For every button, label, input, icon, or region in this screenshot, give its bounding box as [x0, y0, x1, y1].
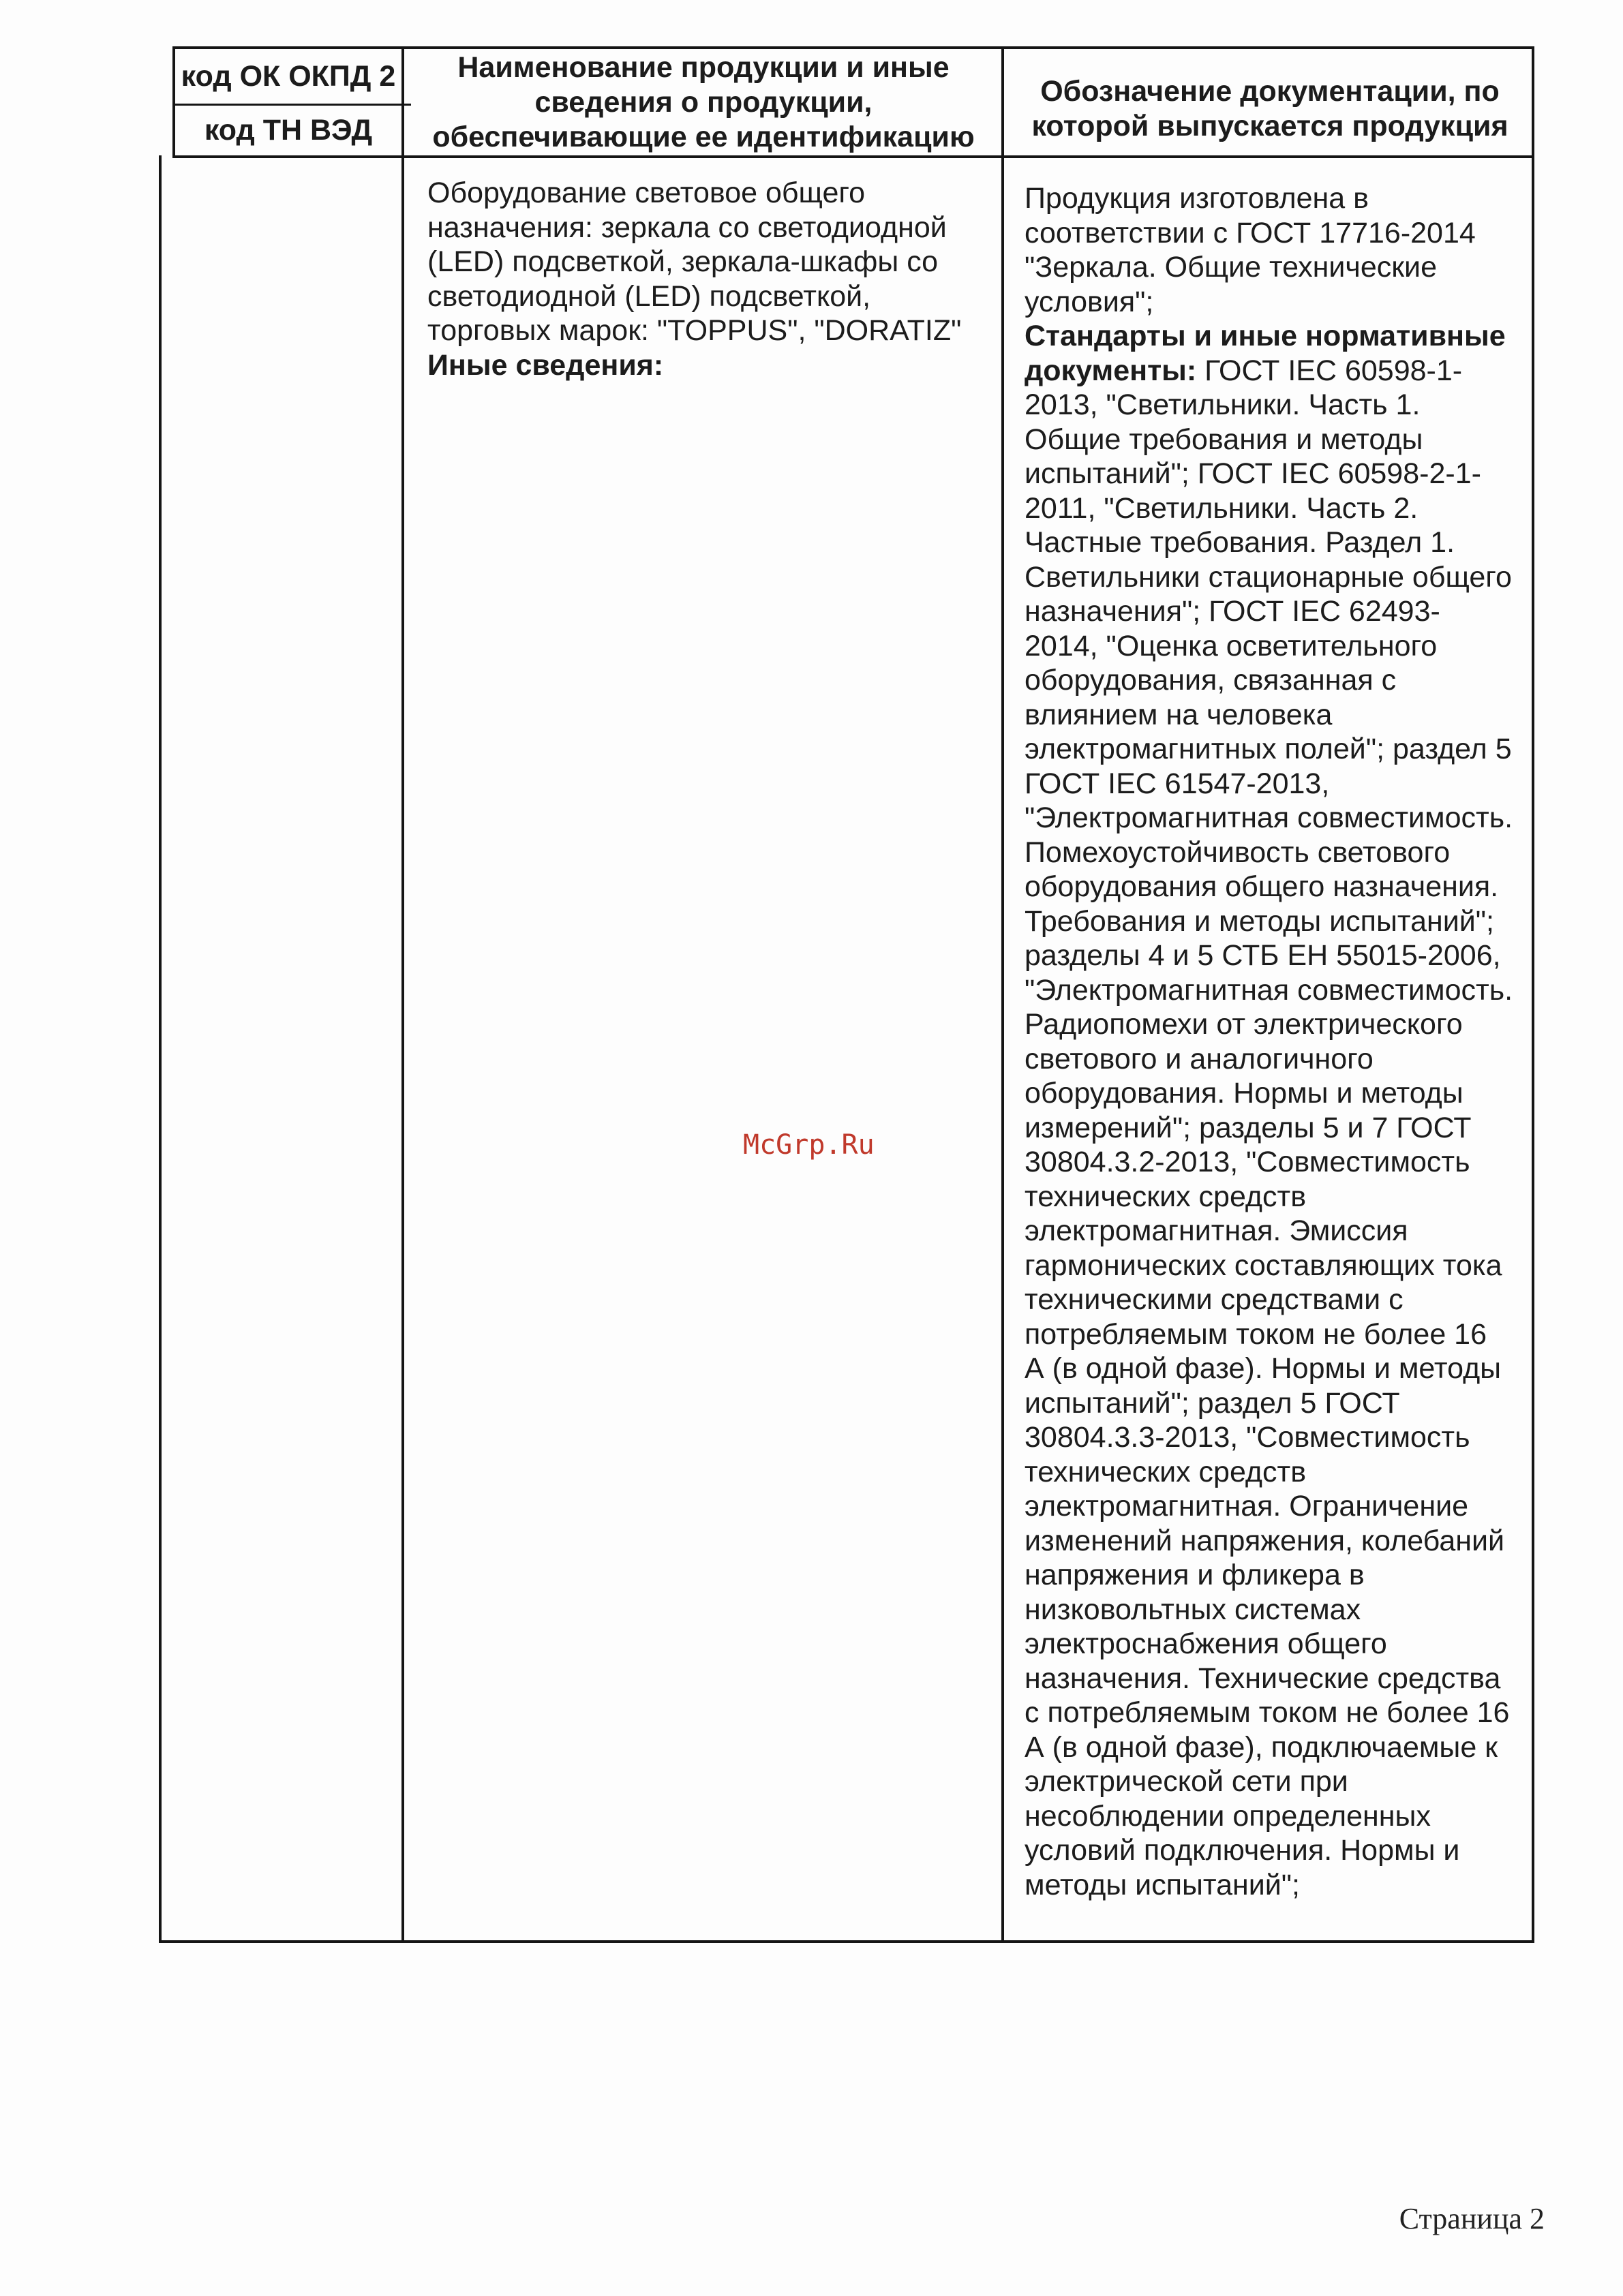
doc-line: 2014, "Оценка осветительного — [1025, 629, 1438, 662]
doc-line: Помехоустойчивость светового — [1025, 836, 1451, 869]
header-product-name: Наименование продукции и иные сведения о продукции, обеспечивающие ее идентификацию — [432, 50, 975, 153]
doc-line: условий подключения. Нормы и — [1025, 1834, 1460, 1867]
doc-line: Продукция изготовлена в — [1025, 182, 1369, 215]
table-col-divider-1 — [401, 46, 404, 1943]
doc-line: электромагнитных полей"; раздел 5 — [1025, 733, 1512, 765]
doc-line: Частные требования. Раздел 1. — [1025, 526, 1455, 559]
doc-line: 2011, "Светильники. Часть 2. — [1025, 491, 1419, 525]
product-line: светодиодной (LED) подсветкой, — [427, 279, 871, 313]
doc-line — [1025, 354, 1543, 388]
doc-line: назначения"; ГОСТ IEC 62493- — [1025, 595, 1440, 628]
table-bottom-border — [159, 1940, 1533, 1943]
doc-line: технических средств — [1025, 1180, 1307, 1213]
doc-line: Общие требования и методы — [1025, 423, 1423, 456]
doc-line: с потребляемым током не более 16 — [1025, 1696, 1510, 1729]
header-documentation: Обозначение документации, по которой выпускается продукция — [1031, 75, 1508, 142]
doc-line: гармонических составляющих тока — [1025, 1249, 1502, 1282]
doc-line: назначения. Технические средства — [1025, 1662, 1501, 1695]
doc-line: 30804.3.2-2013, "Совместимость — [1025, 1146, 1470, 1178]
doc-line: несоблюдении определенных — [1025, 1799, 1431, 1833]
doc-line: измерений"; разделы 5 и 7 ГОСТ — [1025, 1111, 1472, 1144]
product-description — [427, 176, 1000, 382]
doc-line: Радиопомехи от электрического — [1025, 1008, 1463, 1041]
doc-line: разделы 4 и 5 СТБ ЕН 55015-2006, — [1025, 939, 1501, 972]
doc-line: оборудования, связанная с — [1025, 664, 1397, 697]
doc-line: электрической сети при — [1025, 1765, 1348, 1798]
doc-line: Требования и методы испытаний"; — [1025, 904, 1494, 938]
doc-line: напряжения и фликера в — [1025, 1559, 1365, 1591]
doc-line: "Зеркала. Общие технические — [1025, 251, 1437, 284]
doc-line: А (в одной фазе). Нормы и методы — [1025, 1352, 1502, 1385]
doc-line: оборудования. Нормы и методы — [1025, 1077, 1463, 1109]
doc-line: светового и аналогичного — [1025, 1042, 1374, 1075]
product-line: торговых марок: "TOPPUS", "DORATIZ" — [427, 314, 962, 347]
doc-line: оборудования общего назначения. — [1025, 870, 1499, 903]
standards-first-tail: ГОСТ IEC 60598-1- — [1196, 354, 1463, 387]
doc-line: техническими средствами с — [1025, 1283, 1404, 1316]
doc-line: ГОСТ IEC 61547-2013, — [1025, 767, 1330, 800]
doc-line: технических средств — [1025, 1455, 1307, 1488]
doc-line: влиянием на человека — [1025, 698, 1333, 731]
doc-line: 2013, "Светильники. Часть 1. — [1025, 388, 1421, 421]
doc-line: потребляемым током не более 16 — [1025, 1317, 1487, 1351]
doc-line: методы испытаний"; — [1025, 1868, 1301, 1901]
page-number: Страница 2 — [1399, 2202, 1545, 2235]
doc-line: низковольтных системах — [1025, 1593, 1361, 1626]
product-line: Оборудование световое общего — [427, 177, 866, 209]
doc-line: "Электромагнитная совместимость. — [1025, 973, 1513, 1007]
doc-line: условия"; — [1025, 285, 1154, 318]
doc-line: испытаний"; ГОСТ IEC 60598-2-1- — [1025, 457, 1481, 490]
certificate-table — [159, 46, 1534, 1943]
doc-line: изменений напряжения, колебаний — [1025, 1524, 1505, 1557]
doc-line: электроснабжения общего — [1025, 1627, 1387, 1660]
documentation-text — [1025, 181, 1543, 1902]
doc-line: А (в одной фазе), подключаемые к — [1025, 1730, 1498, 1764]
product-line: назначения: зеркала со светодиодной — [427, 211, 947, 244]
doc-line: Светильники стационарные общего — [1025, 560, 1512, 594]
table-left-border-lower — [159, 155, 162, 1943]
header-tnved: код ТН ВЭД — [204, 114, 373, 147]
doc-line: "Электромагнитная совместимость. — [1025, 801, 1513, 834]
doc-line: электромагнитная. Эмиссия — [1025, 1214, 1408, 1247]
watermark: McGrp.Ru — [743, 1129, 875, 1161]
header-okpd: код ОК ОКПД 2 — [181, 59, 396, 93]
doc-line: электромагнитная. Ограничение — [1025, 1490, 1469, 1522]
standards-heading: Стандарты и иные нормативные — [1025, 320, 1506, 352]
other-info-label: Иные сведения: — [427, 348, 664, 382]
standards-list — [1025, 388, 1543, 1902]
table-col-divider-2 — [1001, 46, 1004, 1943]
doc-line: испытаний"; раздел 5 ГОСТ — [1025, 1386, 1400, 1420]
doc-line: 30804.3.3-2013, "Совместимость — [1025, 1421, 1470, 1454]
standards-heading-tail: документы: — [1025, 354, 1197, 387]
doc-line: соответствии с ГОСТ 17716-2014 — [1025, 216, 1476, 249]
product-line: (LED) подсветкой, зеркала-шкафы со — [427, 245, 939, 278]
